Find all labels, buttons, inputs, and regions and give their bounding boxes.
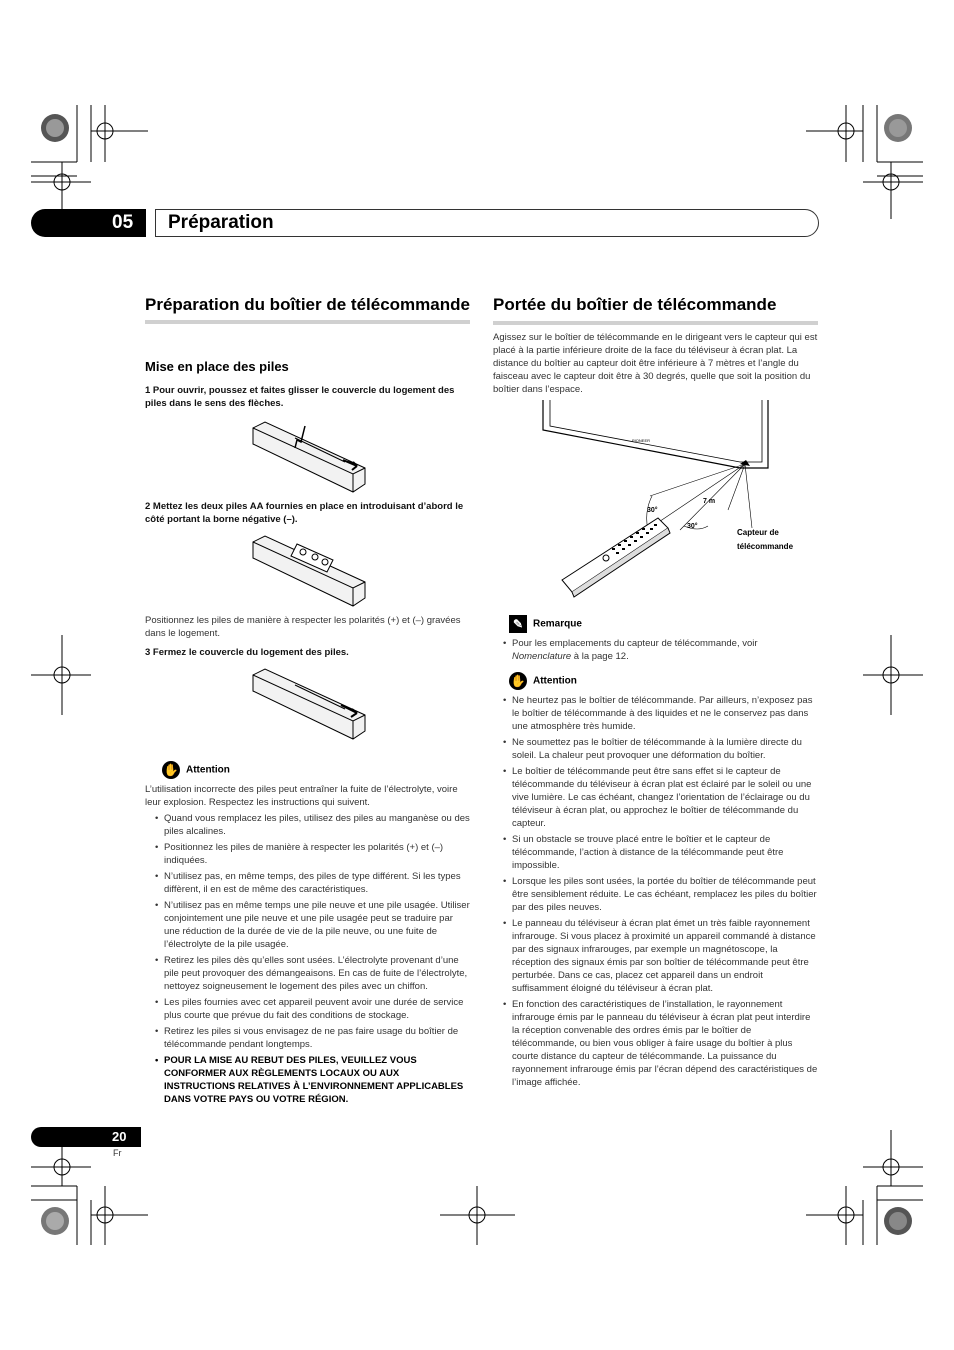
right-attention-heading bbox=[509, 672, 577, 690]
left-attention-label: Attention bbox=[186, 764, 230, 776]
remote-insert-batteries-illustration bbox=[245, 532, 370, 612]
left-attention-intro: L’utilisation incorrecte des piles peut entraîner la fuite de l’électrolyte, voire leur explosion. Respectez les instructions qui suivent. bbox=[145, 784, 458, 808]
angle-bottom-label: 30° bbox=[687, 523, 698, 530]
list-item: • En fonction des caractéristiques de l’installation, le rayonnement infrarouge émis par le panneau du téléviseur à écran plat peut interdire la réception convenable des ordres émis par le boîtier de télécommande, ou bien vous obliger à faire usage du boîtier à plus courte distance du capteur de télécommande. La puissance du rayonnement infrarouge émis par l’écran dépend des caractéristiques de l’image affichée. bbox=[503, 998, 818, 1089]
list-item: • N’utilisez pas en même temps une pile neuve et une pile usagée. Utiliser conjointement une pile neuve et une pile usagée peut se traduire par une réduction de la durée de vie de la pile neuve, ou une fuite de l’électrolyte de la pile usagée. bbox=[155, 899, 470, 951]
sensor-label-line1: Capteur de bbox=[737, 528, 779, 537]
remote-control-drawing bbox=[562, 518, 670, 597]
list-item: • Quand vous remplacez les piles, utilisez des piles au manganèse ou des piles alcalines. bbox=[155, 812, 470, 838]
page-number: 20 bbox=[112, 1129, 127, 1144]
left-attention-list bbox=[155, 812, 470, 1109]
list-item: • N’utilisez pas, en même temps, des piles de type différent. Si les types diffèrent, il en est de même des caractéristiques. bbox=[155, 870, 470, 896]
step-2: 2 Mettez les deux piles AA fournies en place en introduisant d’abord le côté portant la borne négative (–). bbox=[145, 501, 464, 525]
right-section-heading bbox=[493, 295, 818, 325]
right-attention-list bbox=[503, 694, 818, 1092]
hand-stop-icon: ✋ bbox=[510, 674, 526, 688]
right-section-title: Portée du boîtier de télécommande bbox=[493, 295, 777, 314]
pencil-note-icon: ✎ bbox=[509, 615, 527, 633]
range-intro: Agissez sur le boîtier de télécommande en le dirigeant vers le capteur qui est placé à la partie inférieure droite de la face du téléviseur à écran plat. La distance du boîtier au capteur doit être inférieure à 7 mètres et l’angle du faisceau avec le capteur doit être à 30 degrés, quelle que soit la position du boîtier dans l’espace. bbox=[493, 332, 818, 395]
list-item: • Les piles fournies avec cet appareil peuvent avoir une durée de service plus courte que prévue du fait des conditions de stockage. bbox=[155, 996, 470, 1022]
remote-open-cover-illustration bbox=[245, 418, 370, 498]
list-item: • Si un obstacle se trouve placé entre le boîtier et le capteur de télécommande, l’action à distance de la télécommande peut être impossible. bbox=[503, 833, 818, 872]
note-heading bbox=[509, 615, 582, 633]
left-attention-heading bbox=[162, 761, 230, 779]
chapter-title: Préparation bbox=[168, 212, 274, 233]
distance-label: 7 m bbox=[703, 498, 716, 505]
step-3: 3 Fermez le couvercle du logement des piles. bbox=[145, 647, 349, 658]
list-item: • Le boîtier de télécommande peut être sans effet si le capteur de télécommande du téléviseur à écran plat est éclairé par le soleil ou une vive lumière. Le cas échéant, changez l’orientation de l’éclairage ou du téléviseur à écran plat, ou approchez le boîtier de télécommande du capteur. bbox=[503, 765, 818, 830]
step-1: 1 Pour ouvrir, poussez et faites glisser le couvercle du logement des piles dans le sens des flèches. bbox=[145, 385, 455, 409]
hand-stop-icon: ✋ bbox=[163, 763, 179, 777]
subsection-title: Mise en place des piles bbox=[145, 359, 289, 374]
note-text: Pour les emplacements du capteur de télécommande, voir bbox=[512, 638, 758, 649]
left-section-title: Préparation du boîtier de télécommande bbox=[145, 295, 470, 314]
sensor-label-line2: télécommande bbox=[737, 542, 794, 551]
tv-brand-label: PIONEER bbox=[632, 438, 651, 443]
note-page-ref: à la page 12. bbox=[571, 651, 629, 662]
list-item: • Retirez les piles dès qu’elles sont usées. L’électrolyte provenant d’une pile peut provoquer des démangeaisons. En cas de fuite de l’électrolyte, nettoyez soigneusement le logement des piles avec un chiffon. bbox=[155, 954, 470, 993]
note-list bbox=[503, 637, 818, 666]
list-item-disposal: • POUR LA MISE AU REBUT DES PILES, VEUILLEZ VOUS CONFORMER AUX RÈGLEMENTS LOCAUX OU AUX INSTRUCTIONS RELATIVES À L’ENVIRONNEMENT APPLICABLES DANS VOTRE PAYS OU VOTRE RÉGION. bbox=[155, 1054, 470, 1106]
right-section-rule bbox=[493, 321, 818, 325]
language-code: Fr bbox=[113, 1148, 122, 1158]
list-item: • Ne heurtez pas le boîtier de télécommande. Par ailleurs, n’exposez pas le boîtier de télécommande à des liquides et ne le conservez pas dans une atmosphère très humide. bbox=[503, 694, 818, 733]
remote-range-diagram bbox=[540, 400, 830, 600]
list-item: • Positionnez les piles de manière à respecter les polarités (+) et (–) indiquées. bbox=[155, 841, 470, 867]
right-attention-label: Attention bbox=[533, 675, 577, 687]
remote-close-cover-illustration bbox=[245, 665, 370, 745]
list-item: • Retirez les piles si vous envisagez de ne pas faire usage du boîtier de télécommande pendant longtemps. bbox=[155, 1025, 470, 1051]
note-item bbox=[503, 637, 818, 663]
left-section-heading bbox=[145, 295, 470, 324]
polarity-text: Positionnez les piles de manière à respecter les polarités (+) et (–) gravées dans le logement. bbox=[145, 615, 461, 639]
nomenclature-reference: Nomenclature bbox=[512, 651, 572, 662]
list-item: • Lorsque les piles sont usées, la portée du boîtier de télécommande peut être sensiblement réduite. Le cas échéant, remplacez les piles du boîtier par des piles neuves. bbox=[503, 875, 818, 914]
list-item: • Ne soumettez pas le boîtier de télécommande à la lumière directe du soleil. La chaleur peut provoquer une déformation du boîtier. bbox=[503, 736, 818, 762]
list-item: • Le panneau du téléviseur à écran plat émet un très faible rayonnement infrarouge. Si vous placez à proximité un appareil commandé à distance par des signaux infrarouges, par exemple un magnétoscope, la réception des signaux émis par son boîtier de télécommande peut être perturbée. Dans ce cas, placez cet appareil dans un endroit suffisamment éloigné du téléviseur à écran plat. bbox=[503, 917, 818, 995]
chapter-number: 05 bbox=[112, 212, 134, 233]
left-section-rule bbox=[145, 320, 470, 324]
note-label: Remarque bbox=[533, 618, 582, 630]
angle-top-label: 30° bbox=[647, 507, 658, 514]
